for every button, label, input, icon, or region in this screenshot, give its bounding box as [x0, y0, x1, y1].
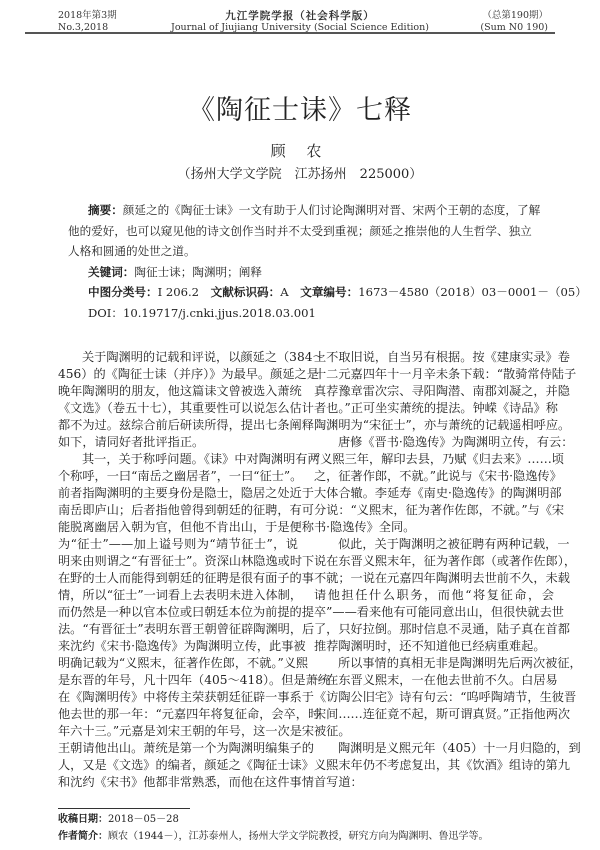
text-line: 一在东晋义熙末，一在他去世前不久。白居易 [314, 673, 558, 687]
doi-label: DOI： [88, 305, 123, 320]
text-line: 人，又是《文选》的编者，颜延之《陶征士诔》 [58, 758, 314, 772]
text-line: 陶渊明是义熙元年（405）十一月归隐的，到 [338, 741, 581, 755]
abstract-line: 人格和圆通的处世之道。 [68, 244, 196, 258]
text-line: 请他担任什么职务，而他“将复征命，会 [314, 588, 554, 602]
paragraph [314, 349, 577, 434]
text-line: 他去世的那一年：“元嘉四年将复征命，会卒，时 [58, 707, 321, 721]
text-line: 和沈约《宋书》他都非常熟悉，而他在这件事情 [58, 775, 314, 789]
text-line: 法。“有晋征士”表明东晋王朝曾征辟陶渊明，后 [58, 622, 315, 636]
text-line: 前者指陶渊明的主要身份是隐士，隐居之处近于 [58, 486, 314, 500]
sum-info [480, 10, 548, 34]
text-line: 书·隐逸传》全同。 [314, 520, 416, 534]
text-line: 年六十三。”元嘉是刘宋王朝的年号，这一次是宋 [58, 724, 315, 738]
abstract-label: 摘要： [88, 203, 123, 217]
text-line: 卒”——看来他有可能同意出山，但很快就去世 [314, 605, 564, 619]
text-line: 而仍然是一种以官本位或曰朝廷本位为前提的提 [58, 605, 314, 619]
text-line: 推荐陶渊明时，还不知道他已经病重难起。 [314, 639, 546, 653]
received-label: 收稿日期： [58, 814, 108, 825]
keywords-label: 关键词： [88, 264, 135, 279]
text-line: 真荐豫章雷次宗、寻阳陶潜、南郡刘凝之，并隐 [314, 384, 570, 398]
doc-code-value: A [280, 285, 289, 299]
bio-label: 作者简介： [58, 831, 108, 842]
text-line: 南岳即庐山；后者指他曾得到朝廷的征聘，有可 [58, 503, 314, 517]
text-line: 首写道： [314, 775, 363, 789]
text-line: 分说：“义熙末，征为著作佐郎，不就。”与《宋 [314, 503, 565, 517]
text-line: 晚年陶渊明的朋友，他这篇诔文曾被选入萧统 [58, 384, 302, 398]
paragraph [314, 536, 577, 655]
journal-en: Journal of Jiujiang University (Social Science Edition) [171, 22, 429, 33]
text-line: 456）的《陶征士诔（并序）》为最早。颜延之是 [58, 367, 319, 381]
article-no-label: 文章编号： [300, 285, 359, 299]
text-line: 都不为过。兹综合前后研读所得，提出七条阐释 [58, 418, 314, 432]
text-line: 说在东晋义熙末年，征为著作郎（或著作佐郎）， [314, 554, 577, 568]
text-line: 上不取旧说，自当另有根据。按《建康实录》卷 [314, 350, 570, 364]
text-line: 陶渊明为“宋征士”，亦与萧统的记载遥相呼应。 [314, 418, 571, 432]
abstract-line: 他的爱好，也可以窥见他的诗文创作当时并不太受到重视；颜延之推崇他的人生哲学、独立 [68, 223, 532, 238]
text-line: 了，只好拉倒。那时信息不灵通，陆子真在首都 [314, 622, 570, 636]
journal-cn: 九江学院学报（社会科学版） [225, 10, 375, 22]
text-line: 为“征士”——加上谥号则为“靖节征士”，说 [58, 537, 298, 551]
keywords [68, 262, 553, 283]
text-line: 明确记载为“义熙末，征著作佐郎，不就。”义熙 [58, 656, 309, 670]
text-line: 大体合辙。李延寿《南史·隐逸传》的陶渊明部 [314, 486, 562, 500]
text-line: 似此，关于陶渊明之被征聘有两种记载，一 [338, 537, 570, 551]
doi [68, 303, 553, 324]
header-rule [25, 32, 555, 34]
text-line: 所以事情的真相无非是陶渊明先后两次被征， [338, 656, 582, 670]
paper-title: 《陶征士诔》七释 [188, 95, 412, 126]
abstract-line: 颜延之的《陶征士诔》一文有助于人们讨论陶渊明对晋、宋两个王朝的态度，了解 [122, 203, 541, 217]
issue-cn: 2018年第3期 [58, 10, 117, 21]
text-line: 其一，关于称呼问题。《诔》中对陶渊明有两 [82, 452, 320, 466]
text-line: 王朝请他出山。萧统是第一个为陶渊明编集子的 [58, 741, 314, 755]
body-column-left [58, 349, 330, 791]
article-no-value: 1673－4580（2018）03－0001－（05） [358, 285, 587, 299]
text-line: 在《陶渊明传》中将传主荣获朝廷征辟一事系于 [58, 690, 314, 704]
text-line: 之，征著作郎，不就。”此说与《宋书·隐逸传》 [314, 469, 562, 483]
text-line: 能脱离幽居入朝为官，但他不肯出山，于是便称 [58, 520, 314, 534]
paragraph [58, 451, 330, 791]
paragraph [58, 349, 325, 451]
body-column-right [314, 349, 582, 791]
paragraph [314, 655, 582, 740]
text-line: 《文选》（卷五十七），其重要性可以说怎么估计 [58, 401, 314, 415]
bio-value: 顾农（1944－），江苏泰州人，扬州大学文学院教授，研究方向为陶渊明、鲁迅学等。 [108, 831, 489, 842]
clc-label: 中图分类号： [88, 285, 158, 299]
text-line: 如下，请同好者批评指正。 [58, 435, 205, 449]
text-line: 是东晋的年号，凡十四年（405～418）。但是萧统 [58, 673, 330, 687]
footnote-rule [58, 808, 190, 809]
sum-cn: （总第190期） [482, 10, 548, 21]
received-date [58, 810, 179, 825]
classification-info [68, 282, 587, 303]
keywords-value: 陶征士诔；陶渊明；阐释 [134, 264, 262, 279]
text-line: 义熙末年仍不考虑复出，其《饮酒》组诗的第九 [314, 758, 570, 772]
paragraph [314, 434, 574, 536]
text-line: 在野的士人而能得到朝廷的征聘是很有面子的事 [58, 571, 314, 585]
affiliation: （扬州大学文学院 江苏扬州 225000） [177, 167, 423, 182]
received-value: 2018－05－28 [108, 814, 179, 825]
text-line: 关于陶渊明的记载和评说，以颜延之（384～ [82, 350, 325, 364]
abstract [68, 200, 587, 323]
text-line: 者也。”正可坐实萧统的提法。钟嵘《诗品》称 [314, 401, 558, 415]
text-line: 《访陶公旧宅》诗有句云：“呜呼陶靖节，生彼晋 [314, 690, 577, 704]
doi-value: 10.19717/j.cnki.jjus.2018.03.001 [122, 305, 316, 320]
clc-value: I 206.2 [157, 285, 200, 299]
text-line: 来沈约《宋书·隐逸传》为陶渊明立传，此事被 [58, 639, 306, 653]
text-line: 宋间……连征竟不起，斯可谓真贤。”正指他两次 [314, 707, 571, 721]
text-line: 唐修《晋书·隐逸传》为陶渊明立传，有云： [338, 435, 574, 449]
text-line: “义熙三年，解印去县，乃赋《归去来》……顷 [314, 452, 564, 466]
text-line: 被征。 [314, 724, 351, 738]
author-bio [58, 827, 488, 842]
doc-code-label: 文献标识码： [210, 285, 281, 299]
text-line: 不就；一说在元嘉四年陶渊明去世前不久，未载 [314, 571, 570, 585]
sum-en: (Sum N0 190) [480, 22, 548, 33]
issue-en: No.3,2018 [58, 22, 109, 33]
text-line: 个称呼，一曰“南岳之幽居者”，一曰“征士”。 [58, 469, 303, 483]
text-line: 明来由则谓之“有晋征士”。资深山林隐逸或时下 [58, 554, 315, 568]
text-line: 情，所以“征士”一词看上去表明未进入体制， [58, 588, 303, 602]
text-line: 十二元嘉四年十一月辛未条下载：“散骑常侍陆子 [314, 367, 577, 381]
paragraph [314, 740, 581, 791]
author-name: 顾 农 [270, 142, 330, 160]
